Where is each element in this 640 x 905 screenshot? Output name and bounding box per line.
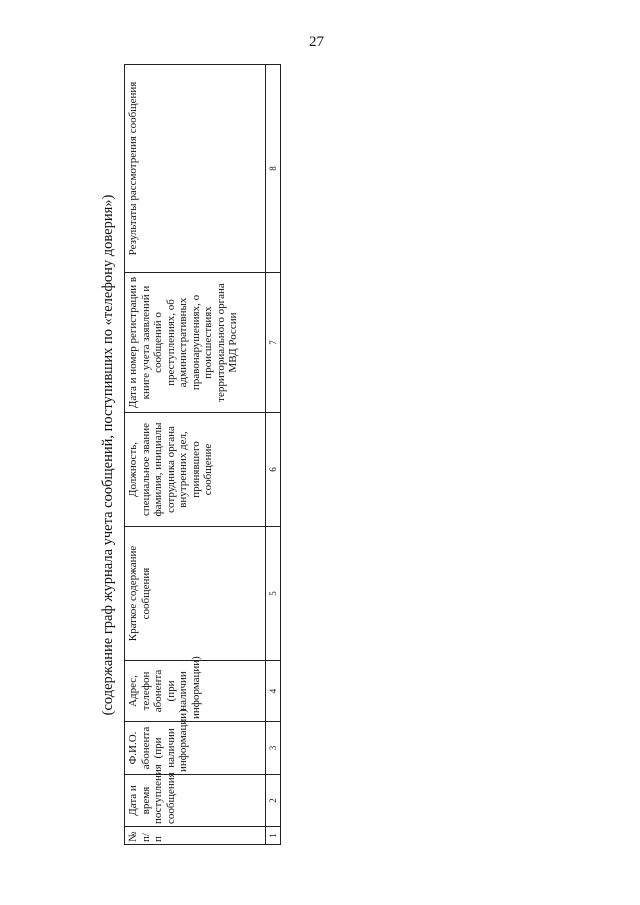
header-cell-officer: Должность, специальное звание фамилия, инициалы сотрудника органа внутренних дел, принявшего сообщение: [125, 413, 266, 527]
header-row: [125, 65, 266, 845]
header-cell-summary: Краткое содержание сообщения: [125, 527, 266, 661]
header-cell-address: Адрес, телефон абонента (при наличии информации): [125, 661, 266, 722]
page-number: 27: [309, 34, 324, 50]
header-cell-fio: Ф.И.О. абонента (при наличии информации): [125, 722, 266, 775]
column-number-2: 2: [266, 775, 281, 827]
column-number-3: 3: [266, 722, 281, 775]
column-number-7: 7: [266, 273, 281, 413]
column-number-1: 1: [266, 827, 281, 845]
column-number-8: 8: [266, 65, 281, 273]
header-cell-datetime: Дата и время поступления сообщения: [125, 775, 266, 827]
header-cell-results: Результаты рассмотрения сообщения: [125, 65, 266, 273]
column-number-4: 4: [266, 661, 281, 722]
column-number-row: [266, 65, 281, 845]
rotated-journal-layout: [96, 65, 616, 845]
column-number-6: 6: [266, 413, 281, 527]
header-cell-number: № п/п: [125, 827, 266, 845]
column-number-5: 5: [266, 527, 281, 661]
journal-columns-table: [124, 64, 281, 845]
header-cell-registration: Дата и номер регистрации в книге учета заявлений и сообщений о преступлениях, об административных правонарушениях, о происшествиях территориального органа МВД России: [125, 273, 266, 413]
table-caption: (содержание граф журнала учета сообщений, поступивших по «телефону доверия»): [100, 194, 116, 716]
